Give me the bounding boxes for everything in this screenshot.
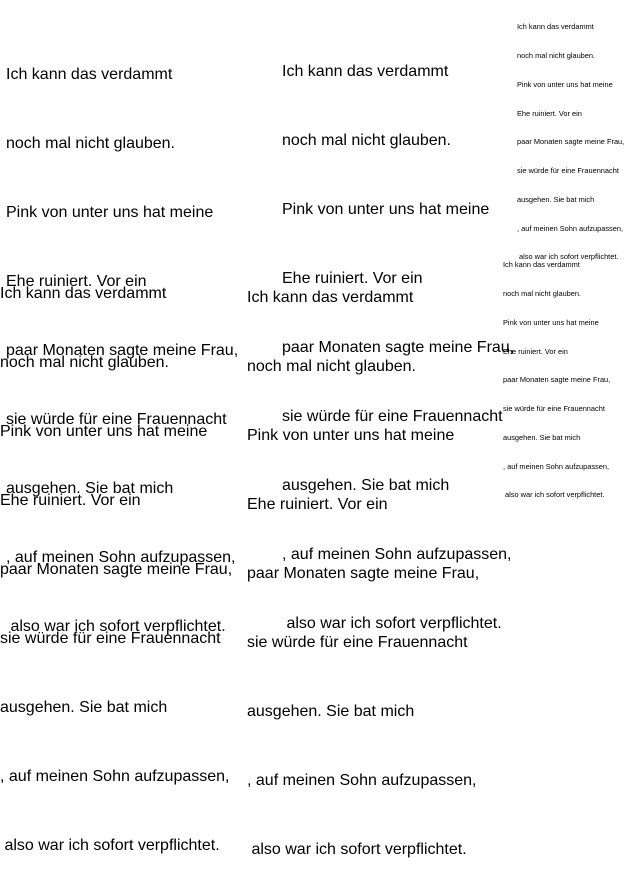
text-line: noch mal nicht glauben. [6,135,175,152]
text-line: Ich kann das verdammt [282,63,449,80]
text-line: sie würde für eine Frauennacht [517,166,619,176]
text-line: also war ich sofort verpflichtet. [503,490,605,500]
text-line: Ich kann das verdammt [503,260,580,270]
text-line: sie würde für eine Frauennacht [247,634,468,651]
text-line: noch mal nicht glauben. [247,358,416,375]
text-line: Pink von unter uns hat meine [247,427,455,444]
text-line: also war ich sofort verpflichtet. [6,618,226,635]
text-line: , auf meinen Sohn aufzupassen, [6,549,236,566]
text-line: Pink von unter uns hat meine [517,79,613,89]
text-line: paar Monaten sagte meine Frau, [247,565,480,582]
text-line: noch mal nicht glauben. [282,132,451,149]
text-line: Pink von unter uns hat meine [503,317,599,327]
text-line: sie würde für eine Frauennacht [0,630,221,647]
text-line: , auf meinen Sohn aufzupassen, [503,461,610,471]
text-block-bottom-right-small [503,241,610,510]
text-line: Ich kann das verdammt [6,66,173,83]
text-line: sie würde für eine Frauennacht [6,411,227,428]
text-line: , auf meinen Sohn aufzupassen, [517,223,624,233]
text-line: noch mal nicht glauben. [0,354,169,371]
text-line: also war ich sofort verpflichtet. [517,252,619,262]
text-line: paar Monaten sagte meine Frau, [6,342,239,359]
text-line: Ich kann das verdammt [247,289,414,306]
text-line: Ich kann das verdammt [517,22,594,32]
text-line: sie würde für eine Frauennacht [503,404,605,414]
text-line: paar Monaten sagte meine Frau, [517,137,625,147]
text-line: also war ich sofort verpflichtet. [0,837,220,854]
text-line: ausgehen. Sie bat mich [6,480,174,497]
text-line: , auf meinen Sohn aufzupassen, [282,546,512,563]
text-line: paar Monaten sagte meine Frau, [0,561,233,578]
text-line: ausgehen. Sie bat mich [517,194,595,204]
text-line: paar Monaten sagte meine Frau, [282,339,515,356]
text-line: noch mal nicht glauben. [517,50,596,60]
text-line: ausgehen. Sie bat mich [247,703,415,720]
text-line: noch mal nicht glauben. [503,288,582,298]
text-line: also war ich sofort verpflichtet. [282,615,502,632]
text-block-bottom-middle [247,240,479,884]
text-line: Ehe ruiniert. Vor ein [517,108,582,118]
text-line: Ehe ruiniert. Vor ein [282,270,423,287]
text-line: also war ich sofort verpflichtet. [247,841,467,858]
text-line: paar Monaten sagte meine Frau, [503,375,611,385]
text-line: Ehe ruiniert. Vor ein [503,346,568,356]
text-block-bottom-left [0,236,232,880]
text-line: Ich kann das verdammt [0,285,167,302]
text-line: , auf meinen Sohn aufzupassen, [0,768,230,785]
text-block-top-right-small [517,3,624,272]
text-line: ausgehen. Sie bat mich [0,699,168,716]
text-line: ausgehen. Sie bat mich [282,477,450,494]
text-line: Pink von unter uns hat meine [0,423,208,440]
text-line: Ehe ruiniert. Vor ein [0,492,141,509]
text-line: , auf meinen Sohn aufzupassen, [247,772,477,789]
text-line: sie würde für eine Frauennacht [282,408,503,425]
text-line: Pink von unter uns hat meine [6,204,214,221]
text-line: ausgehen. Sie bat mich [503,432,581,442]
text-line: Ehe ruiniert. Vor ein [6,273,147,290]
text-line: Pink von unter uns hat meine [282,201,490,218]
text-line: Ehe ruiniert. Vor ein [247,496,388,513]
